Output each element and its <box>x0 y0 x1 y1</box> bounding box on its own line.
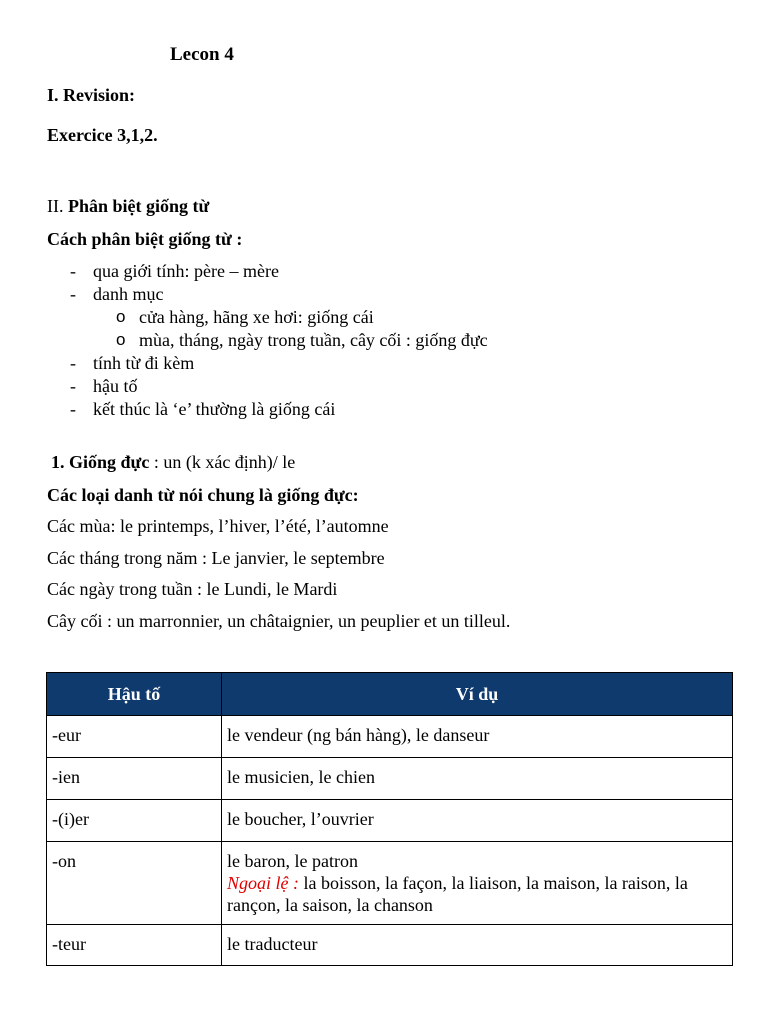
table-row <box>47 800 733 842</box>
example-cell: le boucher, l’ouvrier <box>222 800 733 842</box>
masculine-heading-rest: : un (k xác định)/ le <box>149 452 296 472</box>
section-gender-heading <box>47 196 209 217</box>
example-cell: le traducteur <box>222 925 733 966</box>
suffix-table <box>46 672 733 966</box>
exercise-line: Exercice 3,1,2. <box>47 125 158 145</box>
exception-text: la boisson, la façon, la liaison, la maison, la raison, la rançon, la saison, la chanson <box>227 873 688 915</box>
masculine-subheading: Các loại danh từ nói chung là giống đực: <box>47 485 359 505</box>
bullet-dash: - <box>70 376 76 396</box>
list-item-text: tính từ đi kèm <box>93 353 195 373</box>
bullet-dash: - <box>70 284 76 304</box>
table-row <box>47 758 733 800</box>
bullet-dash: - <box>70 399 76 419</box>
suffix-cell: -teur <box>47 925 222 966</box>
how-to-heading: Cách phân biệt giống từ : <box>47 229 243 249</box>
paragraph-line: Cây cối : un marronnier, un châtaignier, un peuplier et un tilleul. <box>47 611 511 631</box>
sub-list-item-text: cửa hàng, hãng xe hơi: giống cái <box>139 307 374 327</box>
list-item-text: kết thúc là ‘e’ thường là giống cái <box>93 399 336 419</box>
column-header-example: Ví dụ <box>222 673 733 716</box>
example-cell: le vendeur (ng bán hàng), le danseur <box>222 716 733 758</box>
page-title: Lecon 4 <box>170 44 234 65</box>
sub-list-item-text: mùa, tháng, ngày trong tuần, cây cối : giống đực <box>139 330 488 350</box>
paragraph-line: Các tháng trong năm : Le janvier, le septembre <box>47 548 385 568</box>
paragraph-line: Các ngày trong tuần : le Lundi, le Mardi <box>47 579 338 599</box>
section-revision-heading: I. Revision: <box>47 85 136 105</box>
example-cell <box>222 842 733 925</box>
masculine-heading-bold: 1. Giống đực <box>51 452 150 472</box>
exception-label: Ngoại lệ : <box>227 873 299 893</box>
table-row <box>47 716 733 758</box>
list-item-text: hậu tố <box>93 376 138 396</box>
list-item-text: qua giới tính: père – mère <box>93 261 279 281</box>
bullet-dash: - <box>70 353 76 373</box>
suffix-cell: -(i)er <box>47 800 222 842</box>
section-number: II. <box>47 196 64 216</box>
table-row <box>47 925 733 966</box>
example-cell: le musicien, le chien <box>222 758 733 800</box>
table-row <box>47 842 733 925</box>
suffix-cell: -on <box>47 842 222 925</box>
table-header-row <box>47 673 733 716</box>
section-gender-title: Phân biệt giống từ <box>68 196 210 216</box>
list-item-text: danh mục <box>93 284 164 304</box>
suffix-cell: -ien <box>47 758 222 800</box>
sub-bullet-marker: o <box>116 330 126 349</box>
bullet-dash: - <box>70 261 76 281</box>
masculine-heading <box>51 452 295 473</box>
exception-line <box>227 872 726 916</box>
paragraph-line: Các mùa: le printemps, l’hiver, l’été, l’automne <box>47 516 389 536</box>
suffix-cell: -eur <box>47 716 222 758</box>
sub-bullet-marker: o <box>116 307 126 326</box>
example-text: le baron, le patron <box>227 851 358 871</box>
column-header-suffix: Hậu tố <box>47 673 222 716</box>
